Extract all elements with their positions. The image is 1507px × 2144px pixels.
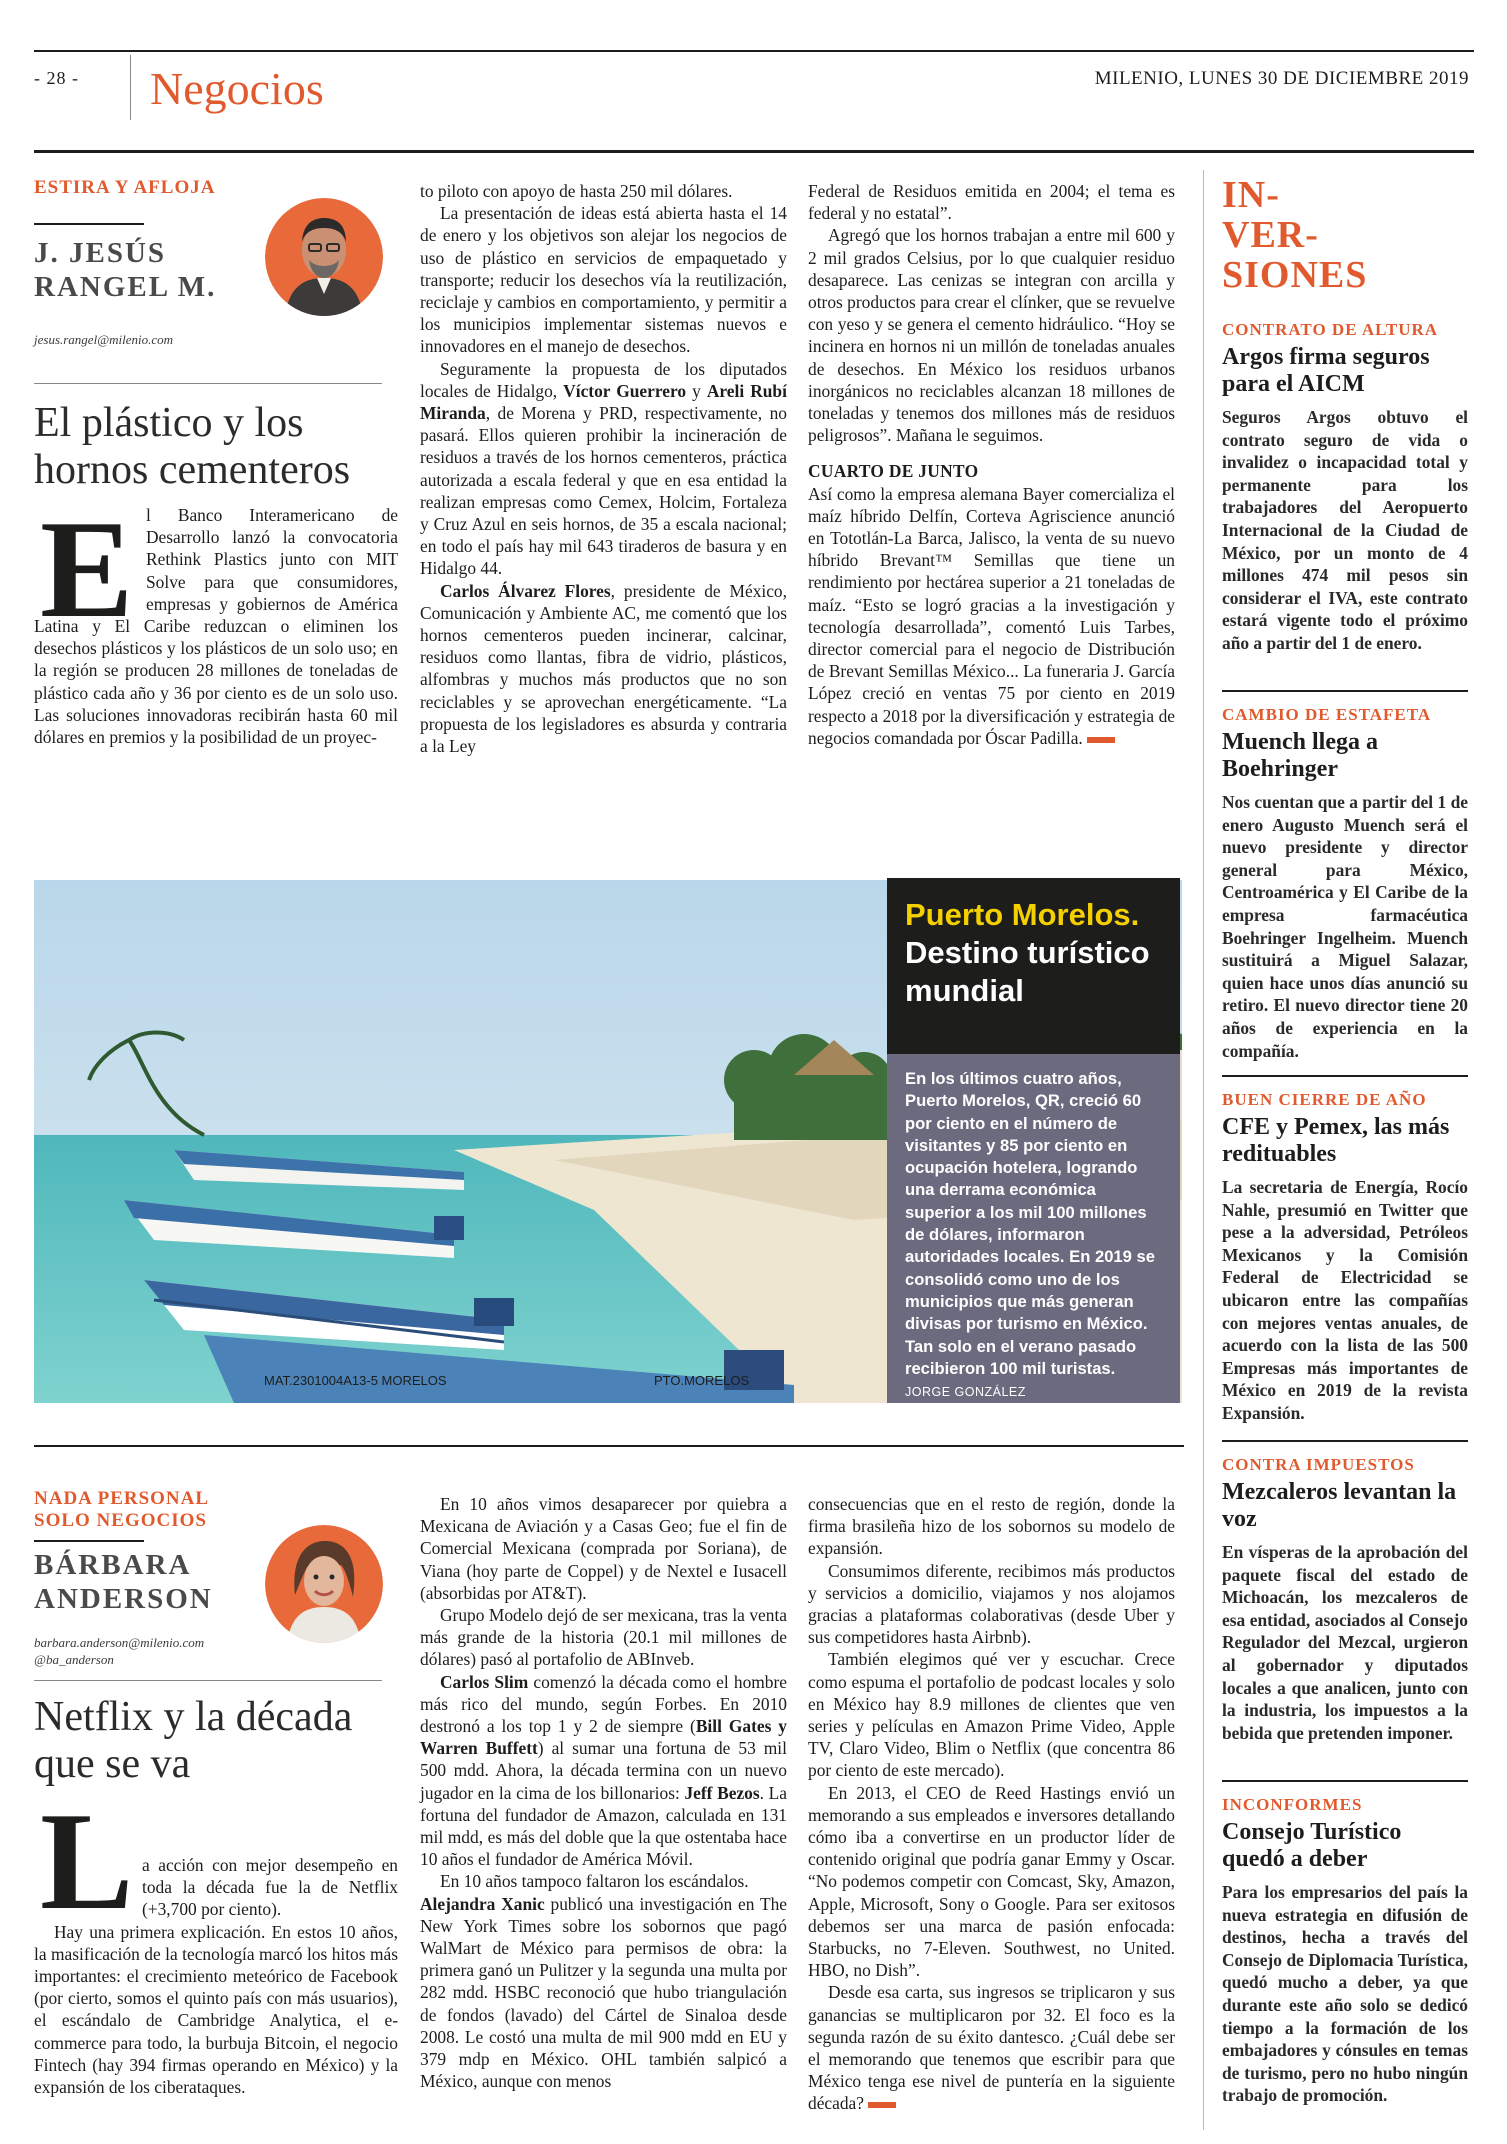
author-avatar-illustration [265, 198, 383, 316]
article-paragraph: Agregó que los hornos trabajan a entre mil 600 y 2 mil grados Celsius, por lo que cualquier residuo desaparece. Las cenizas se integran con arcilla y otros productos para crear el clínker, que se revuelve con yeso y se genera el cemento hidráulico. “Hoy se incinera en hornos ni un millón de toneladas anuales de desechos. En México los residuos urbanos inorgánicos no reciclables alcanzan 18 millones de toneladas y tenemos dos millones más de residuos peligrosos”. Mañana le seguimos. [808, 225, 1175, 446]
article-paragraph [808, 483, 1175, 749]
photo-caption-box [887, 878, 1180, 1403]
brief-rule [1222, 1075, 1468, 1077]
article-col-3 [808, 1493, 1175, 2115]
page-number: - 28 - [34, 68, 79, 88]
drop-cap: E [40, 492, 134, 647]
article-paragraph: En 2013, el CEO de Reed Hastings envió un memorando a sus empleados e inversores detallando cómo iba a convertirse en un productor líder de contenido original que podría ganar Emmy y Oscar. “No podemos competir con Comcast, Sky, Amazon, Apple, Microsoft, Sony o Google. Para ser exitosos debemos ser una marca de pasión enfocada: Starbucks, no 7-Eleven. Southwest, no United. HBO, no Dish”. [808, 1782, 1175, 1981]
sidebar-title [1222, 175, 1367, 295]
sidebar-title-line2: VER- [1222, 214, 1319, 256]
brief-kicker: CONTRA IMPUESTOS [1222, 1455, 1415, 1474]
column-kicker-line1: NADA PERSONAL [34, 1488, 210, 1509]
person-name: Jeff Bezos [684, 1782, 760, 1803]
article-paragraph [420, 1893, 787, 2093]
article-paragraph: Federal de Residuos emitida en 2004; el tema es federal y no estatal”. [808, 181, 1175, 224]
text-run: comenzó la década como el hombre más rico del mundo, según Forbes. En 2010 destronó a los top 1 y 2 de siempre ( [420, 1671, 787, 1737]
headline-rule [34, 383, 382, 384]
article-paragraph [420, 358, 787, 580]
brief-text: Para los empresarios del país la nueva estrategia en difusión de destinos, hecha a través del Consejo de Diplomacia Turística, quedó mucho a deber, ya que durante este año solo se dedicó tiempo a la formación de los embajadores y cónsules en temas de turismo, pero no hubo ningún trabajo de promoción. [1222, 1882, 1468, 2106]
author-name [34, 1548, 213, 1616]
boat-label: MAT.2301004A13-5 MORELOS [264, 1373, 447, 1388]
article-paragraph: Grupo Modelo dejó de ser mexicana, tras la venta más grande de la historia (20.1 mil millones de dólares) pasó al portafolio de ABInveb. [420, 1605, 787, 1670]
boat-label: PTO.MORELOS [654, 1373, 750, 1388]
brief-rule [1222, 1440, 1468, 1442]
person-name: Víctor Guerrero [563, 380, 687, 401]
photo-caption-header [887, 878, 1180, 1054]
sidebar-title-line3: SIONES [1222, 254, 1368, 296]
text-run: Así como la empresa alemana Bayer comercializa el maíz híbrido Delfín, Corteva Agriscience anunció en Tototlán-La Barca, Jalisco, la venta de su nuevo híbrido Brevant™ Semillas que tiene un rendimiento por hectárea superior a 21 toneladas de maíz. “Esto se logró gracias a la investigación y tecnología desarrollada”, comentó Luis Tarbes, director comercial para el negocio de Distribución de Brevant Semillas México... La funeraria J. García López creció en ventas 75 por ciento en 2019 respecto a 2018 por la diversificación y estrategia de negocios comandada por Óscar Padilla. [808, 483, 1175, 748]
brief-item [1222, 705, 1468, 1062]
person-name: Areli Rubí Miranda [420, 380, 787, 424]
article-text [34, 492, 398, 748]
brief-text: La secretaria de Energía, Rocío Nahle, presumió en Twitter que pese a la adversidad, Petróleos Mexicanos y la Comisión Federal de Electricidad se ubicaron entre las compañías con mejores ventas anuales, de acuerdo con la lista de las 500 Empresas más importantes de México en 2019 de la revista Expansión. [1222, 1177, 1468, 1423]
article-paragraph [808, 1981, 1175, 2114]
person-name: Carlos Álvarez Flores [440, 580, 611, 601]
brief-rule [1222, 690, 1468, 692]
brief-item [1222, 1455, 1468, 1744]
brief-headline: Muench llega a Boehringer [1222, 729, 1378, 782]
text-run: y [692, 380, 701, 401]
text-run: publicó una investigación en The New York Times sobre los sobornos que pagó WalMart de México para permisos de obra: la primera ganó un Pulitzer y la segunda una multa por 282 mdd. HSBC reconoció que hubo triangulación de fondos (lavado) del Cártel de Sinaloa desde 2008. Le costó una multa de mil 900 mdd en EU y 379 mdp en México. OHL también salpicó a México, aunque con menos [420, 1893, 787, 2092]
author-name [34, 236, 216, 304]
author-avatar [265, 1525, 383, 1643]
section-title: Negocios [150, 63, 324, 114]
article-paragraph: En 10 años vimos desaparecer por quiebra a Mexicana de Aviación y a Casas Geo; fue el fin de Comercial Mexicana (comprada por Soriana), de Viana (hoy parte de Coppel) y de Nextel e Iusacell (absorbidas por AT&T). [420, 1494, 787, 1603]
subheading: CUARTO DE JUNTO [808, 461, 979, 482]
photo-title: Destino turístico mundial [905, 935, 1150, 1008]
article-headline: El plástico y los hornos cementeros [34, 400, 351, 493]
headline-rule [34, 1680, 382, 1681]
article-col-3 [808, 180, 1175, 749]
person-name: Alejandra Xanic [420, 1893, 545, 1914]
kicker-rule [34, 223, 144, 225]
article-paragraph: La presentación de ideas está abierta hasta el 14 de enero y los objetivos son alejar los negocios de uso de plástico en servicios de empaquetado y transporte; reducir los desechos vía la reutilización, reciclaje y cambios en comportamiento, y permitir a los municipios implementar sistemas nuevos e innovadores en el manejo de desechos. [420, 203, 787, 357]
kicker-rule [34, 1540, 144, 1542]
text-run: . La fortuna del fundador de Amazon, calculada en 131 mil mdd, es más del doble que la que ostentaba hace 10 años el fundador de América Móvil. [420, 1782, 787, 1870]
article-paragraph: l Banco Interamericano de Desarrollo lanzó la convocatoria Rethink Plastics junto con MIT Solve para que consumidores, empresas y gobiernos de América Latina y El Caribe reduzcan o eliminen los desechos plásticos y los plásticos de un solo uso; en la región se producen 28 millones de toneladas de plástico cada año y 36 por ciento es de un solo uso. Las soluciones innovadoras recibirán hasta 60 mil dólares en premios y la posibilidad de un proyec- [34, 505, 398, 748]
article-paragraph [420, 1671, 787, 1871]
brief-kicker: CAMBIO DE ESTAFETA [1222, 705, 1432, 724]
text-run: , de Morena y PRD, respectivamente, no pasará. Ellos quieren prohibir la incineración de residuos a través de los hornos cementeros, práctica autorizada a escala federal y que en esa entidad la realizan empresas como Cemex, Holcim, Fortaleza y Cruz Azul en seis hornos, de 35 a escala nacional; en todo el país hay mil 643 tiraderos de basura y en Hidalgo 44. [420, 403, 787, 579]
brief-rule [1222, 1780, 1468, 1782]
end-mark [1087, 737, 1115, 743]
article-col-2 [420, 1493, 787, 2092]
header-bottom-rule [34, 150, 1474, 153]
text-run: Desde esa carta, sus ingresos se triplicaron y sus ganancias se multiplicaron por 32. El foco es la segunda razón de su éxito dantesco. ¿Cuál debe ser el memorando que tenemos que escribir para que México tenga ese nivel de puntería en la siguiente década? [808, 1982, 1175, 2114]
sidebar-divider [1203, 170, 1204, 2130]
brief-headline: CFE y Pemex, las más redituables [1222, 1114, 1450, 1167]
brief-text: Seguros Argos obtuvo el contrato seguro de vida o invalidez o incapacidad total y permanente para los trabajadores del Aeropuerto Internacional de la Ciudad de México, por un monto de 4 millones 474 mil pesos sin considerar el IVA, este contrato estará vigente todo el próximo año a partir del 1 de enero. [1222, 407, 1468, 653]
brief-headline: Consejo Turístico quedó a deber [1222, 1819, 1402, 1872]
author-name-line1: J. JESÚS [34, 237, 167, 269]
author-avatar-illustration [265, 1525, 383, 1643]
photo-credit: JORGE GONZÁLEZ [905, 1385, 1026, 1400]
article-col-1 [34, 492, 398, 748]
article-paragraph: También elegimos qué ver y escuchar. Crece como espuma el portafolio de podcast locales y solo en México hay 8.9 millones de clientes que ven series y películas en Amazon Prime Video, Apple TV, Claro Video, Blim o Netflix (que concentra 86 por ciento de este mercado). [808, 1649, 1175, 1781]
author-name-line2: RANGEL M. [34, 271, 217, 303]
column-kicker [34, 1488, 209, 1532]
article-paragraph [420, 580, 787, 758]
column-kicker-line2: SOLO NEGOCIOS [34, 1510, 207, 1531]
text-run: ) al sumar una fortuna de 53 mil 500 mdd. Ahora, la década termina con un nuevo jugador en la cima de los billonarios: [420, 1738, 787, 1803]
author-email [34, 1634, 204, 1668]
text-run: Seguramente la propuesta de los diputados locales de Hidalgo, [420, 358, 787, 401]
drop-cap: L [40, 1784, 134, 1939]
brief-text: Nos cuentan que a partir del 1 de enero Augusto Muench será el nuevo presidente y director general para México, Centroamérica y El Caribe de la empresa farmacéutica Boehringer Ingelheim. Muench sustituirá a Miguel Salazar, quien hace unos días anunció su retiro. El nuevo director tiene 20 años de experiencia en la compañía. [1222, 792, 1468, 1061]
brief-headline: Argos firma seguros para el AICM [1222, 344, 1430, 397]
article-paragraph: Hay una primera explicación. En estos 10 años, la masificación de la tecnología marcó los hitos más importantes: el crecimiento meteórico de Facebook (por cierto, somos el quinto país con más usuarios), el escándalo de Cambridge Analytica, el e-commerce para todo, la burbuja Bitcoin, el negocio Fintech (hay 394 firmas operando en México) y la expansión de los ciberataques. [34, 1921, 398, 2098]
header-divider [130, 55, 131, 120]
article-headline: Netflix y la década que se va [34, 1694, 353, 1787]
text-run: , presidente de México, Comunicación y Ambiente AC, me comentó que los hornos cementeros pueden incinerar, calcinar, residuos como llantas, fibra de vidrio, plásticos, alfombras y muchos más productos que no son reciclables y se aprovechan energéticamente. “La propuesta de los legisladores es absurda y contraria a la Ley [420, 580, 787, 757]
author-email: jesus.rangel@milenio.com [34, 332, 174, 347]
photo-title-highlight: Puerto Morelos. [905, 897, 1140, 932]
brief-item [1222, 1795, 1468, 2107]
author-twitter: @ba_anderson [34, 1652, 114, 1667]
brief-kicker: INCONFORMES [1222, 1795, 1363, 1814]
photo-caption: En los últimos cuatro años, Puerto Morelos, QR, creció 60 por ciento en el número de visitantes y 85 por ciento en ocupación hotelera, logrando una derrama económica superior a los mil 100 millones de dólares, informaron autoridades locales. En 2019 se consolidó como uno de los municipios que más generan divisas por turismo en México. Tan solo en el verano pasado recibieron 100 mil turistas. [905, 1069, 1155, 1378]
article-paragraph: En 10 años tampoco faltaron los escándalos. [440, 1871, 749, 1892]
brief-item [1222, 1090, 1468, 1425]
author-name-line1: BÁRBARA [34, 1549, 192, 1581]
article-paragraph [34, 1854, 398, 1921]
photo-caption-body [887, 1054, 1180, 1403]
article-paragraph: Consumimos diferente, recibimos más productos y servicios a domicilio, viajamos y nos alojamos gracias a plataformas colaborativas (desde Uber y sus competidores hasta Airbnb). [808, 1560, 1175, 1648]
bottom-article-top-rule [34, 1445, 1184, 1447]
brief-kicker: CONTRATO DE ALTURA [1222, 320, 1439, 339]
dateline: MILENIO, LUNES 30 DE DICIEMBRE 2019 [1094, 68, 1469, 89]
author-email-line1: barbara.anderson@milenio.com [34, 1635, 205, 1650]
article-col-1 [34, 1854, 398, 2098]
text-run: a acción con mejor desempeño en toda la década fue la de Netflix (+3,700 por ciento). [142, 1855, 398, 1920]
person-name: Bill Gates y Warren Buffett [420, 1716, 787, 1759]
brief-text: En vísperas de la aprobación del paquete fiscal del estado de Michoacán, los mezcaleros de esa entidad, asociados al Consejo Regulador del Mezcal, urgieron al gobernador y diputados locales a que analicen, junto con la industria, los impuestos a la bebida que pretenden imponer. [1222, 1542, 1468, 1743]
brief-item [1222, 320, 1468, 655]
author-name-line2: ANDERSON [34, 1583, 213, 1615]
article-col-2 [420, 180, 787, 757]
article-paragraph: consecuencias que en el resto de región, donde la firma brasileña hizo de los sobornos su modelo de expansión. [808, 1494, 1175, 1559]
header-top-rule [34, 50, 1474, 52]
brief-headline: Mezcaleros levantan la voz [1222, 1479, 1457, 1532]
person-name: Carlos Slim [440, 1671, 529, 1692]
sidebar-title-line1: IN- [1222, 174, 1280, 216]
column-kicker: ESTIRA Y AFLOJA [34, 177, 216, 198]
end-mark [868, 2102, 896, 2108]
brief-kicker: BUEN CIERRE DE AÑO [1222, 1090, 1427, 1109]
author-avatar [265, 198, 383, 316]
article-paragraph: to piloto con apoyo de hasta 250 mil dólares. [420, 181, 733, 201]
